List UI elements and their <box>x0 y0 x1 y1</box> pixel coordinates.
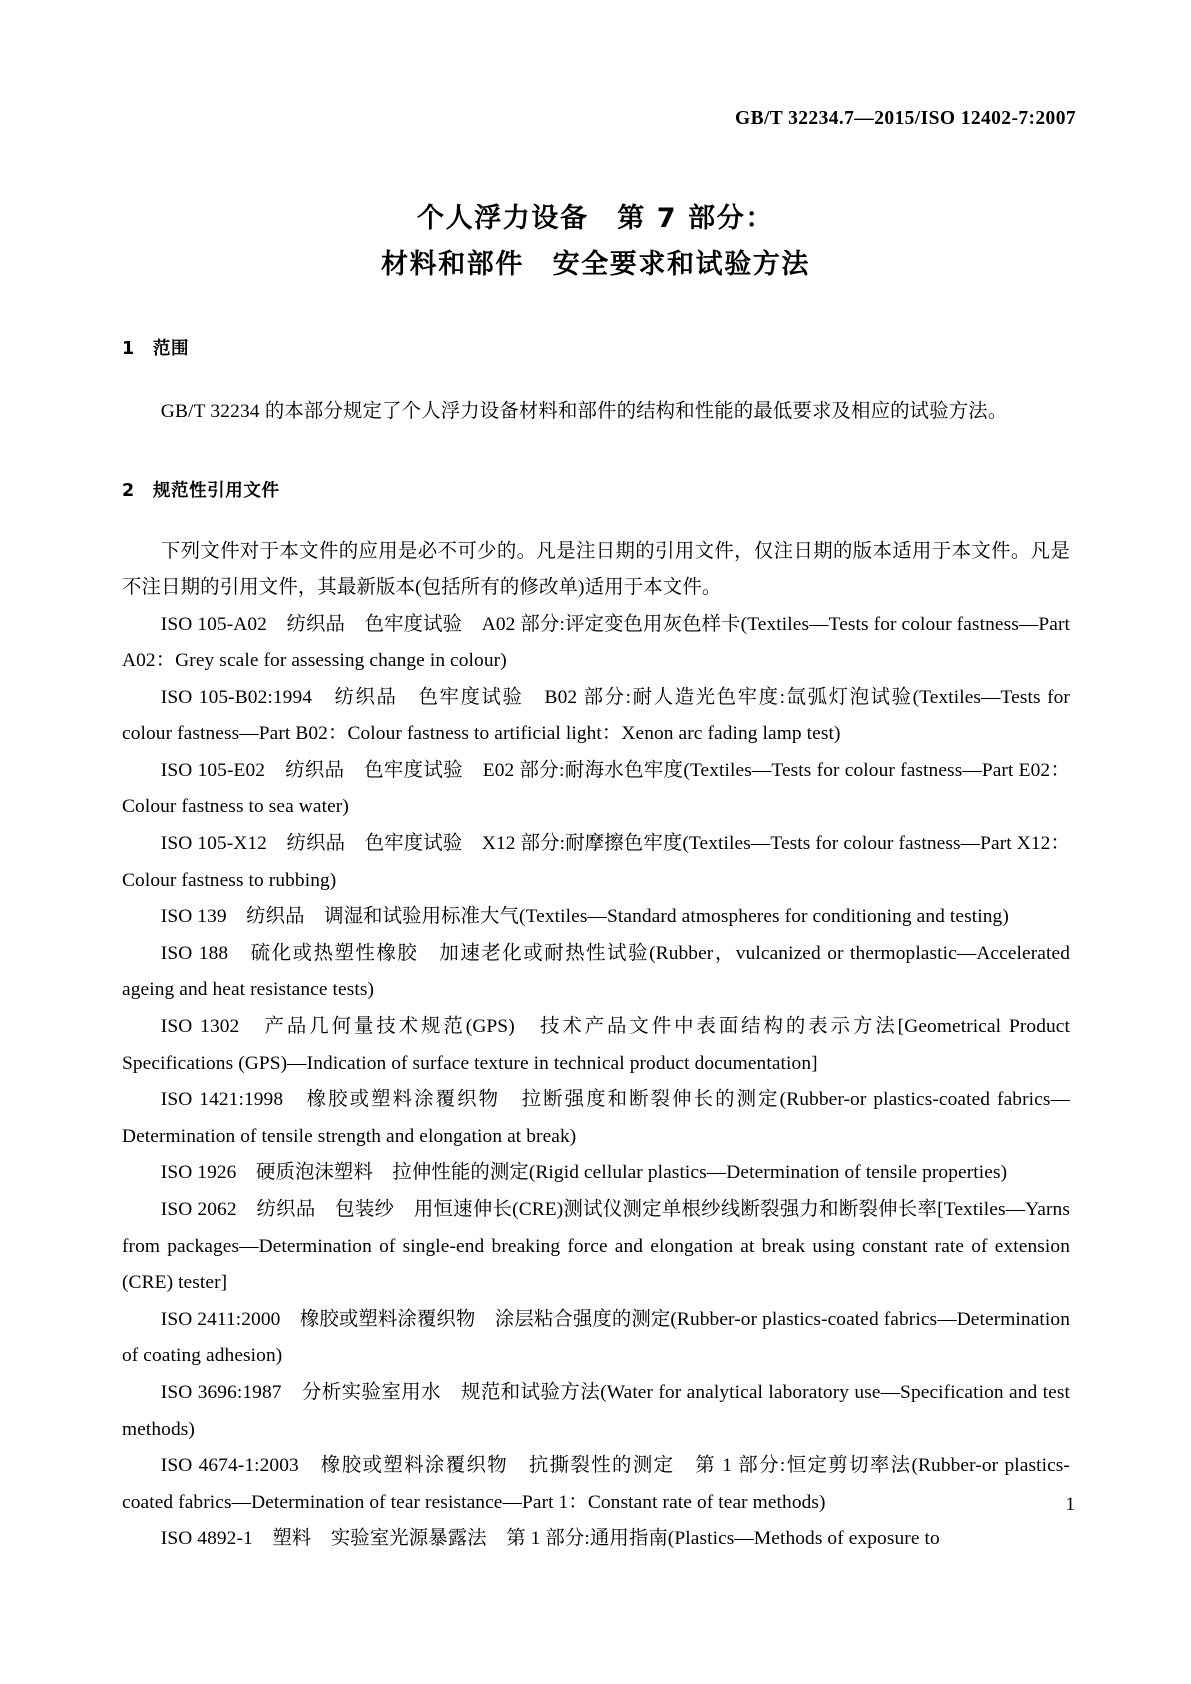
title-line-2: 材料和部件 安全要求和试验方法 <box>381 249 810 280</box>
page-header <box>115 108 1076 138</box>
title-line-1: 个人浮力设备 第 7 部分： <box>417 203 774 234</box>
reference-item: ISO 105-A02 纺织品 色牢度试验 A02 部分:评定变色用灰色样卡(Textiles—Tests for colour fastness—Part A02：Grey scale for assessing change in colour) <box>122 613 1070 672</box>
clause-1-paragraph: GB/T 32234 的本部分规定了个人浮力设备材料和部件的结构和性能的最低要求及相应的试验方法。 <box>160 401 1008 422</box>
reference-item: ISO 2411:2000 橡胶或塑料涂覆织物 涂层粘合强度的测定(Rubber-or plastics-coated fabrics—Determination of coating adhesion) <box>122 1308 1070 1367</box>
clause-2-paragraph: 下列文件对于本文件的应用是必不可少的。凡是注日期的引用文件，仅注日期的版本适用于本文件。凡是不注日期的引用文件，其最新版本(包括所有的修改单)适用于本文件。 <box>122 540 1070 598</box>
reference-item: ISO 3696:1987 分析实验室用水 规范和试验方法(Water for analytical laboratory use—Specification and test methods) <box>122 1381 1070 1440</box>
reference-item: ISO 1421:1998 橡胶或塑料涂覆织物 拉断强度和断裂伸长的测定(Rubber-or plastics-coated fabrics—Determination of tensile strength and elongation at break) <box>122 1089 1070 1147</box>
reference-item: ISO 105-E02 纺织品 色牢度试验 E02 部分:耐海水色牢度(Textiles—Tests for colour fastness—Part E02：Colour fastness to sea water) <box>122 759 1070 818</box>
page-number: 1 <box>1065 1494 1075 1515</box>
reference-item: ISO 105-B02:1994 纺织品 色牢度试验 B02 部分:耐人造光色牢度:氙弧灯泡试验(Textiles—Tests for colour fastness—Part B02：Colour fastness to artificial light：Xenon arc fading lamp test) <box>122 686 1070 745</box>
reference-item: ISO 2062 纺织品 包装纱 用恒速伸长(CRE)测试仪测定单根纱线断裂强力和断裂伸长率[Textiles—Yarns from packages—Determination of single-end breaking force and elongation at break using constant rate of extension (CRE) tester] <box>122 1199 1070 1294</box>
clause-heading-2-normative-references: 2 规范性引用文件 <box>122 480 280 501</box>
reference-item: ISO 1302 产品几何量技术规范(GPS) 技术产品文件中表面结构的表示方法[Geometrical Product Specifications (GPS)—Indication of surface texture in technical product documentation] <box>122 1016 1070 1074</box>
clause-heading-1-scope: 1 范围 <box>122 339 190 359</box>
reference-item: ISO 4892-1 塑料 实验室光源暴露法 第 1 部分:通用指南(Plastics—Methods of exposure to <box>160 1528 940 1550</box>
page-title <box>115 196 1076 288</box>
reference-item: ISO 139 纺织品 调湿和试验用标准大气(Textiles—Standard atmospheres for conditioning and testing) <box>160 906 1009 928</box>
document-body <box>122 335 1070 1558</box>
reference-item: ISO 188 硫化或热塑性橡胶 加速老化或耐热性试验(Rubber，vulcanized or thermoplastic—Accelerated ageing and heat resistance tests) <box>122 942 1070 1001</box>
reference-item: ISO 1926 硬质泡沫塑料 拉伸性能的测定(Rigid cellular plastics—Determination of tensile properties) <box>160 1162 1008 1184</box>
reference-item: ISO 4674-1:2003 橡胶或塑料涂覆织物 抗撕裂性的测定 第 1 部分:恒定剪切率法(Rubber-or plastics-coated fabrics—Determination of tear resistance—Part 1：Constant rate of tear methods) <box>122 1455 1070 1513</box>
reference-item: ISO 105-X12 纺织品 色牢度试验 X12 部分:耐摩擦色牢度(Textiles—Tests for colour fastness—Part X12：Colour fastness to rubbing) <box>122 833 1070 891</box>
standard-number: GB/T 32234.7—2015/ISO 12402-7:2007 <box>735 108 1076 129</box>
